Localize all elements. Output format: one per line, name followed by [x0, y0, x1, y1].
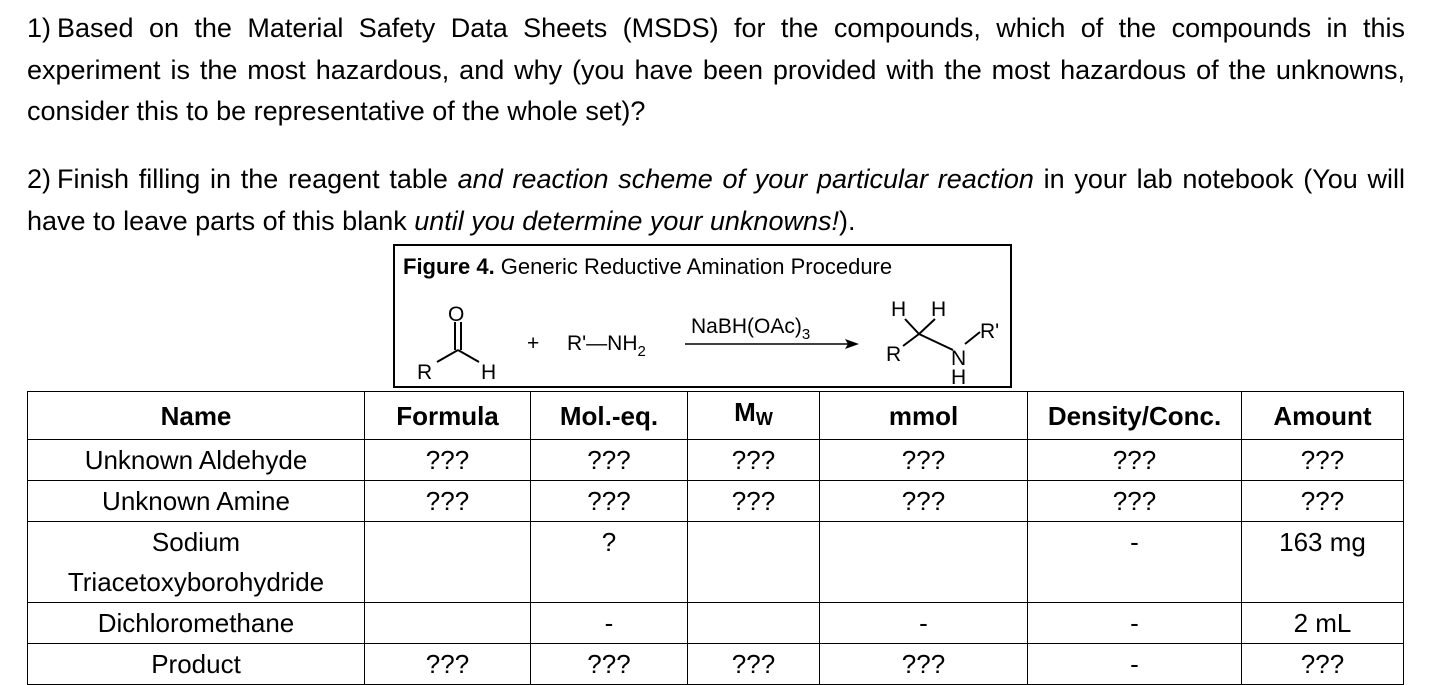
- question-2-text-italic-a: and reaction scheme of your particular reaction: [457, 164, 1034, 194]
- question-2-text-italic-b: until you determine your unknowns!: [414, 205, 839, 236]
- question-2-number: 2): [27, 164, 52, 194]
- cell-mol-eq: ???: [531, 644, 688, 685]
- amine-formula: $R'—NH_2$: [567, 332, 646, 360]
- cell-amount: ???: [1242, 481, 1404, 522]
- cell-amount: ???: [1242, 440, 1404, 481]
- table-row: [28, 644, 1404, 685]
- cell-formula: [365, 603, 531, 644]
- reducing-agent: $NaBH(OAc)_3$: [691, 315, 811, 343]
- cell-mol-eq: ?: [531, 522, 688, 603]
- cell-density: -: [1028, 603, 1242, 644]
- reagent-table: [27, 391, 1404, 685]
- question-1-number: 1): [27, 13, 52, 43]
- plus-sign: +: [527, 332, 540, 355]
- reaction-arrow: [685, 315, 859, 349]
- cell-mol-eq: -: [531, 603, 688, 644]
- product-hydrogen-1: H: [891, 298, 907, 321]
- product-nitrogen: N: [951, 347, 967, 370]
- table-row: [28, 603, 1404, 644]
- cell-mw: [688, 603, 820, 644]
- cell-mmol: [820, 522, 1028, 603]
- question-2-text-c: ).: [838, 205, 856, 236]
- cell-mw: ???: [688, 481, 820, 522]
- product-r-prime-group: R': [980, 320, 1000, 343]
- cell-name: Product: [28, 644, 365, 685]
- cell-amount: 163 mg: [1242, 522, 1404, 603]
- question-1: [27, 8, 1405, 133]
- reaction-scheme: [395, 246, 1010, 386]
- table-row: [28, 440, 1404, 481]
- figure-title: Generic Reductive Amination Procedure: [494, 254, 893, 279]
- cell-mw: ???: [688, 440, 820, 481]
- cell-mmol: ???: [820, 644, 1028, 685]
- product-r-group: R: [886, 343, 902, 366]
- cell-mmol: -: [820, 603, 1028, 644]
- product-hydrogen-2: H: [931, 298, 947, 321]
- header-density: Density/Conc.: [1028, 392, 1242, 440]
- cell-name: Unknown Amine: [28, 481, 365, 522]
- cell-amount: ???: [1242, 644, 1404, 685]
- cell-mol-eq: ???: [531, 440, 688, 481]
- cell-density: ???: [1028, 481, 1242, 522]
- header-mol-eq: Mol.-eq.: [531, 392, 688, 440]
- header-name: Name: [28, 392, 365, 440]
- table-header-row: [28, 392, 1404, 440]
- question-2: [27, 159, 1405, 242]
- cell-density: -: [1028, 522, 1242, 603]
- aldehyde-structure: [417, 303, 496, 384]
- question-1-text: Based on the Material Safety Data Sheets (MSDS) for the compounds, which of the compounds in this experiment is the most hazardous, and why (you have been provided with the most hazardous of the unknowns, consider this to be representative of the whole set)?: [27, 13, 1405, 126]
- cell-formula: ???: [365, 644, 531, 685]
- cell-name: Sodium Triacetoxyborohydride: [28, 522, 365, 603]
- product-structure: [886, 298, 999, 386]
- product-n-hydrogen: H: [951, 366, 967, 386]
- cell-density: ???: [1028, 440, 1242, 481]
- cell-density: -: [1028, 644, 1242, 685]
- header-mmol: mmol: [820, 392, 1028, 440]
- cell-mw: [688, 522, 820, 603]
- cell-mmol: ???: [820, 440, 1028, 481]
- cell-formula: ???: [365, 481, 531, 522]
- aldehyde-oxygen: O: [448, 303, 465, 326]
- cell-name: Dichloromethane: [28, 603, 365, 644]
- table-row: [28, 522, 1404, 603]
- aldehyde-r-group: R: [417, 361, 433, 384]
- question-2-text-a: Finish filling in the reagent table: [57, 164, 458, 194]
- cell-mmol: ???: [820, 481, 1028, 522]
- question-2-text-b: in your lab notebook (You will have to leave parts of this blank: [27, 164, 1405, 236]
- header-amount: Amount: [1242, 392, 1404, 440]
- figure-4: [393, 244, 1012, 388]
- header-formula: Formula: [365, 392, 531, 440]
- cell-formula: [365, 522, 531, 603]
- table-row: [28, 481, 1404, 522]
- header-mw: $M_W$: [688, 392, 820, 440]
- cell-mol-eq: ???: [531, 481, 688, 522]
- cell-amount: 2 mL: [1242, 603, 1404, 644]
- figure-label: Figure 4.: [403, 254, 495, 279]
- aldehyde-hydrogen: H: [481, 361, 497, 384]
- cell-formula: ???: [365, 440, 531, 481]
- cell-name: Unknown Aldehyde: [28, 440, 365, 481]
- cell-mw: ???: [688, 644, 820, 685]
